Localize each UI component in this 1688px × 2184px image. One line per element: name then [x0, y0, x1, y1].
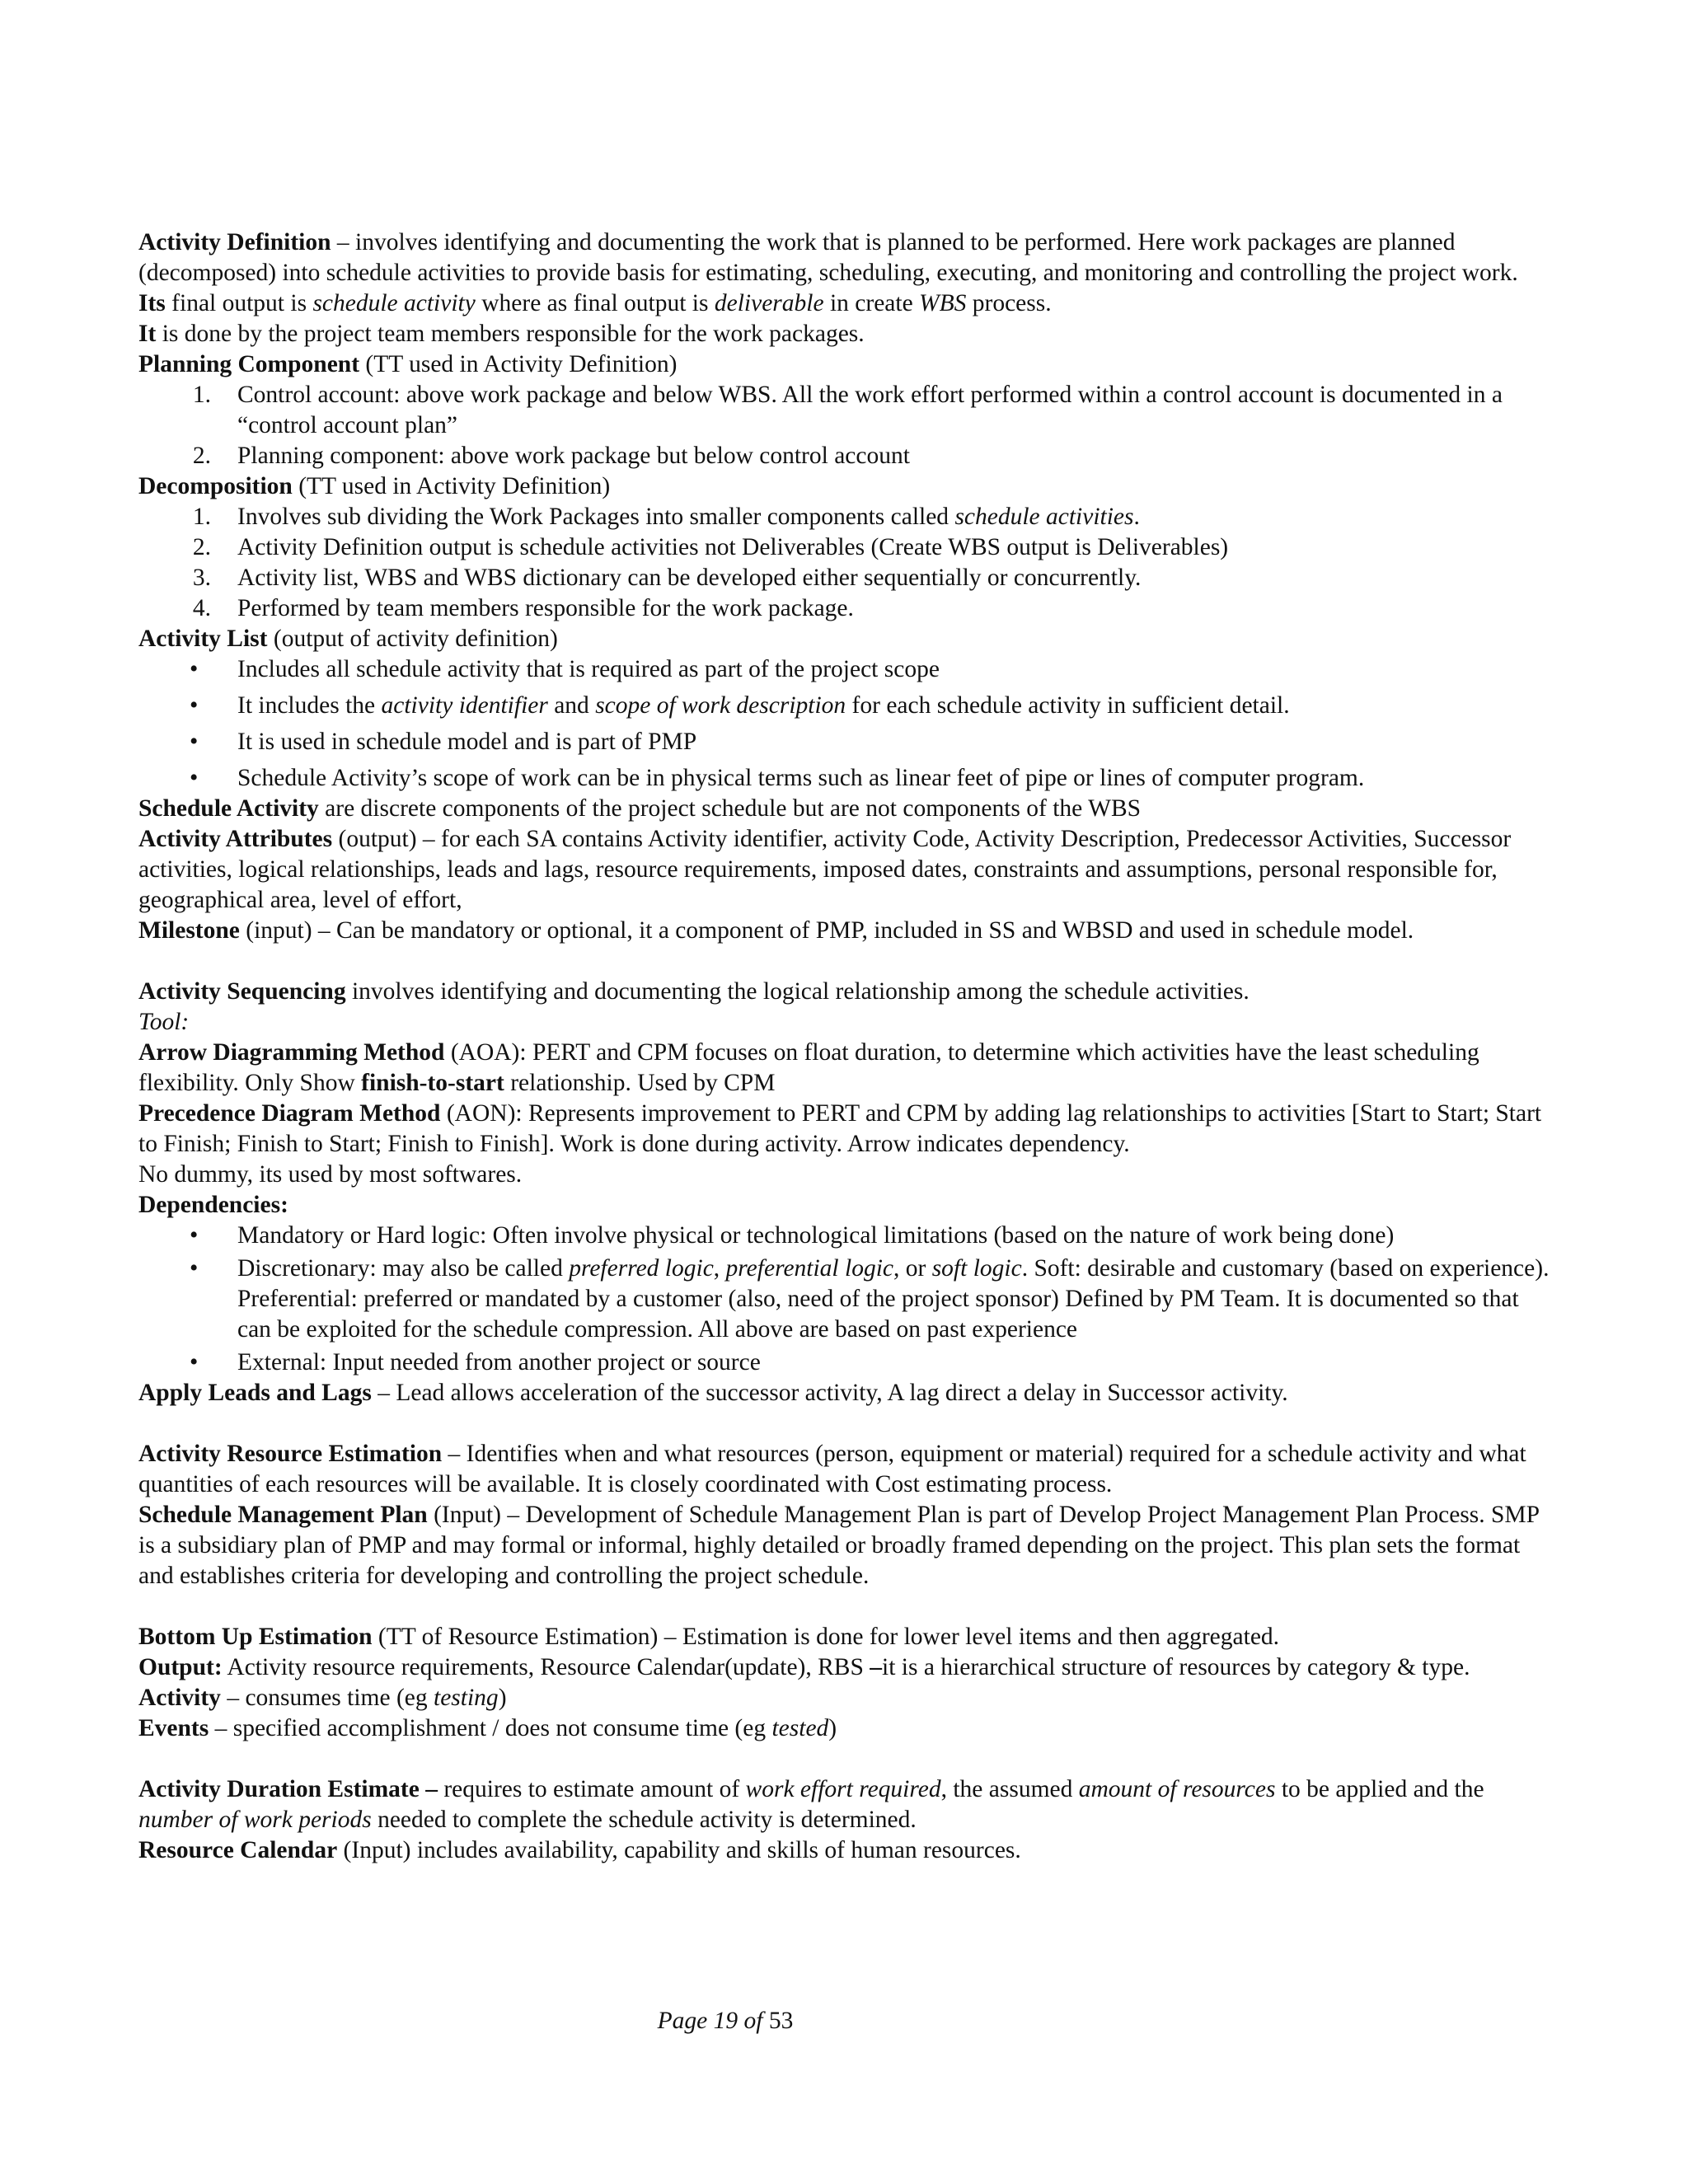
activity-attributes-paragraph: Activity Attributes (output) – for each SA contains Activity identifier, activity Code, Activity Description, Predecessor Activities, Successor activities, logical relationships, leads and lags, resource requirements, imposed dates, constraints and assumptions, personal responsible for, geographical area, level of effort,	[138, 826, 1512, 913]
dependencies-bullets	[138, 1221, 1550, 1378]
no-dummy-line: No dummy, its used by most softwares.	[138, 1161, 523, 1188]
schedule-activity-paragraph: Schedule Activity are discrete components of the project schedule but are not components of the WBS	[138, 795, 1142, 822]
activity-definition-line: Activity – consumes time (eg testing)	[138, 1685, 507, 1711]
planning-component-list	[138, 380, 1550, 471]
events-line: Events – specified accomplishment / does not consume time (eg tested)	[138, 1715, 837, 1741]
bullet-item: • Includes all schedule activity that is required as part of the project scope	[138, 654, 1550, 685]
bullet-icon: •	[190, 656, 199, 682]
bullet-icon: •	[190, 692, 199, 719]
bullet-item: • Schedule Activity’s scope of work can be in physical terms such as linear feet of pipe or lines of computer program.	[138, 763, 1550, 794]
dependencies-heading: Dependencies:	[138, 1192, 288, 1218]
bullet-icon: •	[190, 1349, 199, 1376]
decomposition-list	[138, 502, 1550, 624]
bullet-icon: •	[190, 1255, 199, 1282]
list-item: 1. Control account: above work package and below WBS. All the work effort performed within a control account is documented in a “control account plan”	[192, 382, 1503, 438]
output-paragraph: Output: Activity resource requirements, Resource Calendar(update), RBS –it is a hierarchical structure of resources by category & type.	[138, 1654, 1470, 1680]
activity-duration-estimate-paragraph: Activity Duration Estimate – requires to estimate amount of work effort required, the assumed amount of resources to be applied and the number of work periods needed to complete the schedule activity is determined.	[138, 1776, 1484, 1833]
bullet-icon: •	[190, 1222, 199, 1249]
spacer	[138, 1744, 1550, 1774]
bullet-icon: •	[190, 765, 199, 791]
list-item: 3. Activity list, WBS and WBS dictionary can be developed either sequentially or concurrently.	[192, 565, 1142, 591]
schedule-management-plan-paragraph: Schedule Management Plan (Input) – Development of Schedule Management Plan is part of Develop Project Management Plan Process. SMP is a subsidiary plan of PMP and may formal or informal, highly detailed or broadly framed depending on the project. This plan sets the format and establishes criteria for developing and controlling the project schedule.	[138, 1502, 1539, 1589]
bullet-item: • Discretionary: may also be called preferred logic, preferential logic, or soft logic. Soft: desirable and customary (based on experience). Preferential: preferred or mandated by a customer (also, need of the project sponsor) Defined by PM Team. It is documented so that can be exploited for the schedule compression. All above are based on past experience	[190, 1255, 1550, 1343]
bullet-icon: •	[190, 729, 199, 755]
bullet-item: • It includes the activity identifier and scope of work description for each schedule activity in sufficient detail.	[138, 691, 1550, 721]
bottom-up-estimation-paragraph: Bottom Up Estimation (TT of Resource Estimation) – Estimation is done for lower level items and then aggregated.	[138, 1624, 1280, 1650]
page-content	[138, 227, 1550, 1866]
activity-resource-estimation-paragraph: Activity Resource Estimation – Identifies when and what resources (person, equipment or material) required for a schedule activity and what quantities of each resources will be available. It is closely coordinated with Cost estimating process.	[138, 1441, 1526, 1497]
spacer	[138, 946, 1550, 977]
precedence-diagram-paragraph: Precedence Diagram Method (AON): Represents improvement to PERT and CPM by adding lag relationships to activities [Start to Start; Start to Finish; Finish to Start; Finish to Finish]. Work is done during activity. Arrow indicates dependency.	[138, 1100, 1542, 1157]
list-item: 1. Involves sub dividing the Work Packages into smaller components called schedule activities.	[192, 504, 1140, 530]
page-number: 19	[713, 2008, 738, 2034]
list-item: 4. Performed by team members responsible for the work package.	[192, 595, 854, 621]
it-paragraph: It is done by the project team members responsible for the work packages.	[138, 321, 865, 347]
page-footer: Page 19 of 53	[657, 2008, 794, 2034]
list-item: 2. Activity Definition output is schedule activities not Deliverables (Create WBS output is Deliverables)	[192, 534, 1229, 560]
activity-list-heading: Activity List (output of activity definition)	[138, 626, 558, 652]
arrow-diagramming-paragraph: Arrow Diagramming Method (AOA): PERT and CPM focuses on float duration, to determine which activities have the least scheduling flexibility. Only Show finish-to-start relationship. Used by CPM	[138, 1039, 1479, 1096]
milestone-paragraph: Milestone (input) – Can be mandatory or optional, it a component of PMP, included in SS and WBSD and used in schedule model.	[138, 917, 1414, 944]
heading-activity-definition: Activity Definition	[138, 229, 331, 255]
planning-component-heading: Planning Component (TT used in Activity Definition)	[138, 351, 678, 377]
activity-definition-paragraph: Activity Definition – involves identifying and documenting the work that is planned to be performed. Here work packages are planned (decomposed) into schedule activities to provide basis for estimating, scheduling, executing, and monitoring and controlling the project work.	[138, 229, 1518, 286]
bullet-item: • Mandatory or Hard logic: Often involve physical or technological limitations (based on the nature of work being done)	[138, 1221, 1550, 1251]
activity-list-bullets	[138, 654, 1550, 794]
page-total: 53	[768, 2008, 794, 2034]
spacer	[138, 1591, 1550, 1622]
tool-label: Tool:	[138, 1009, 190, 1035]
bullet-item: • External: Input needed from another project or source	[138, 1347, 1550, 1378]
its-paragraph: Its final output is schedule activity where as final output is deliverable in create WBS process.	[138, 290, 1052, 316]
spacer	[138, 1408, 1550, 1439]
leads-and-lags-paragraph: Apply Leads and Lags – Lead allows acceleration of the successor activity, A lag direct a delay in Successor activity.	[138, 1380, 1288, 1406]
list-item: 2. Planning component: above work package but below control account	[192, 443, 910, 469]
resource-calendar-paragraph: Resource Calendar (Input) includes availability, capability and skills of human resources.	[138, 1837, 1021, 1863]
bullet-item: • It is used in schedule model and is part of PMP	[138, 727, 1550, 757]
decomposition-heading: Decomposition (TT used in Activity Definition)	[138, 473, 611, 499]
activity-sequencing-paragraph: Activity Sequencing involves identifying and documenting the logical relationship among the schedule activities.	[138, 978, 1250, 1005]
